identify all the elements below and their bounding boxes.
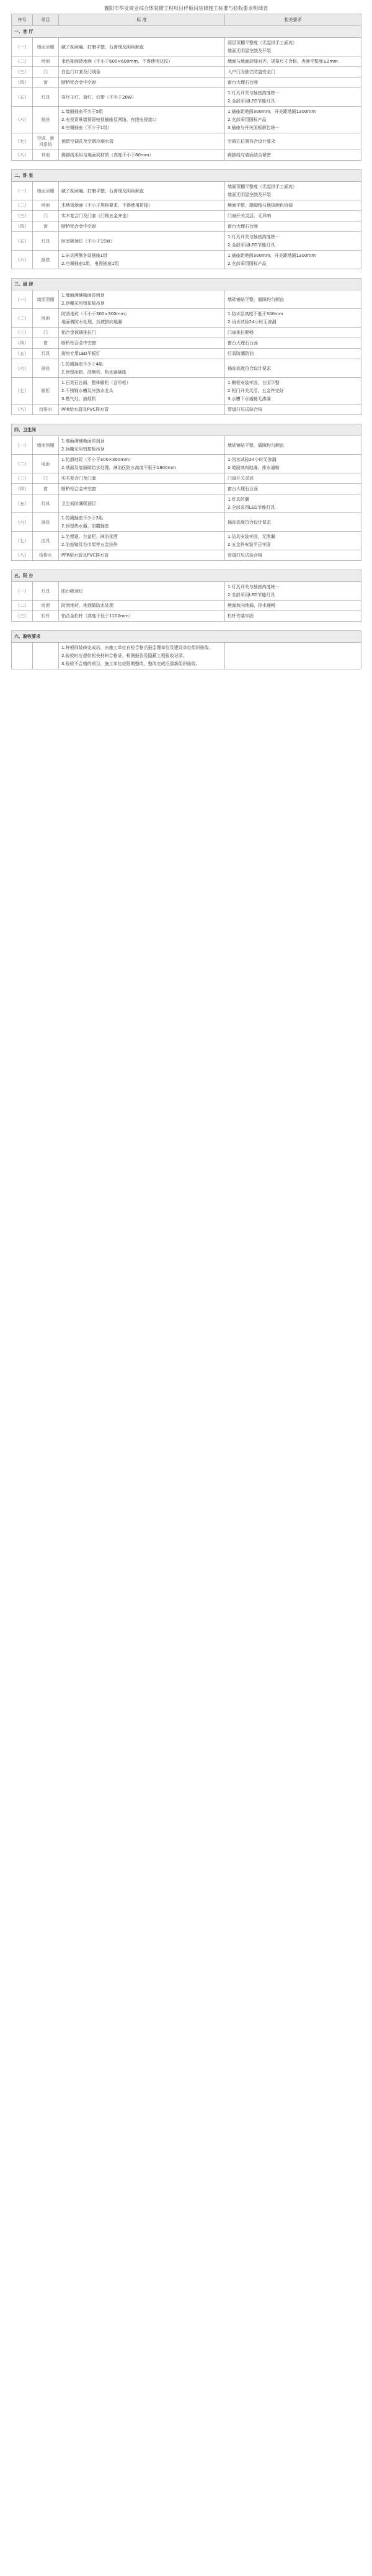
requirement-line: 1.插座距地面300mm，开关距地面1300mm [228,109,316,114]
requirement-line: 1.灯具防潮 [228,497,249,502]
table-row [12,309,361,328]
requirement-line: 1.灯具开关与插座高度统一 [228,91,280,96]
row-standard [59,455,225,473]
row-number: (八) [12,405,33,415]
standard-line: 断桥铝合金中空窗 [61,80,96,85]
requirement-line: 墙面无明显空鼓及开裂 [228,192,271,197]
row-number: (二) [12,56,33,67]
standard-line: 2.电视背景墙预留电视插座及网络、有线电视接口 [61,117,157,122]
row-standard [59,38,225,56]
col-header-standard: 标 准 [59,14,225,26]
row-requirement [225,484,361,494]
standard-line: 地面做防水处理，找坡排向地漏 [61,320,122,324]
row-standard [59,436,225,455]
row-item: 门 [33,473,59,484]
row-item: 插座 [33,107,59,133]
table-row [12,133,361,150]
standard-line: 1.墙面插座不少于5组 [61,109,104,114]
row-number: (七) [12,378,33,405]
section-row [12,279,361,290]
section-title: 五、阳 台 [12,570,361,582]
row-requirement [225,643,361,669]
standard-line: 3.燃气灶、油烟机 [61,396,96,401]
section-row [12,631,361,643]
requirement-line: 2.全部采用LED节能灯具 [228,505,275,510]
requirement-line: 墙砖铺贴平整，缝隙均匀顺直 [228,442,284,448]
standard-line: 2.验收时应提供相关材料合格证、检测报告及隐蔽工程验收记录。 [61,653,187,658]
requirement-line: 门扇开关灵活 [228,476,254,481]
standard-line: 断桥铝合金中空窗 [61,341,96,346]
table-header-row [12,14,361,26]
row-number: (三) [12,473,33,484]
row-item: 灯具 [33,232,59,251]
row-standard [59,150,225,161]
standard-line: PPR给水管及PVC排水管 [61,407,109,412]
table-row [12,107,361,133]
document-title: 襄阳市华发商业综合体装修工程项目样板间装修施工标准与验收要求明细表 [104,6,268,11]
row-item: 墙面顶棚 [33,38,59,56]
row-number: (五) [12,88,33,107]
row-requirement [225,107,361,133]
row-number: (五) [12,232,33,251]
standard-line: 2.预留冰箱、油烟机、热水器插座 [61,370,126,375]
requirement-line: 插座高度符合设计要求 [228,365,271,371]
row-requirement [225,455,361,473]
row-number: (一) [12,38,33,56]
row-number: (五) [12,349,33,359]
row-standard [59,78,225,88]
requirement-line: 1.灯具开关与插座高度统一 [228,584,280,589]
table-row [12,56,361,67]
table-row [12,436,361,455]
standard-line: 2.空调插座1组，电视插座1组 [61,261,119,266]
row-requirement [225,601,361,611]
table-row [12,455,361,473]
requirement-line: 窗台大理石台面 [228,341,258,346]
row-number: (二) [12,455,33,473]
row-standard [59,532,225,550]
requirement-line: 2.全部采用LED节能灯具 [228,593,275,597]
standard-line: 米色釉面砖地面（不小于600×600mm，不得使用花纹） [61,59,173,64]
row-number: (五) [12,494,33,513]
row-requirement [225,550,361,561]
standard-line: 卫生间防潮吸顶灯 [61,501,96,506]
row-number: (六) [12,513,33,532]
row-requirement [225,436,361,455]
section-gap [12,269,361,279]
requirement-line: 2.全部采用LED节能灯具 [228,99,275,104]
row-number: (二) [12,309,33,328]
row-requirement [225,513,361,532]
row-item: 灯具 [33,582,59,601]
standard-line: 3.验收不合格的项目，施工单位应限期整改，整改完成后重新组织验收。 [61,661,200,666]
row-requirement [225,133,361,150]
row-requirement [225,56,361,67]
standard-line: 断桥铝合金中空窗 [61,486,96,491]
row-requirement [225,182,361,200]
requirement-line: 门扇开关灵活，无异响 [228,213,271,218]
row-requirement [225,582,361,601]
row-standard [59,211,225,221]
row-item: 灯具 [33,88,59,107]
row-standard [59,643,225,669]
row-standard [59,378,225,405]
standard-line: 2.顶棚采用铝扣板吊顶 [61,301,105,306]
row-requirement [225,150,361,161]
standard-line: 3.空调插座（不少于1组） [61,125,112,130]
requirement-line: 入户门为独立防盗安全门 [228,69,275,74]
requirement-line: 墙面与地面砖缝对齐，规格尺寸合格，表面平整度±2mm [228,59,338,64]
section-gap [12,622,361,631]
requirement-line: 门扇推拉顺畅 [228,330,254,335]
row-number: (四) [12,338,33,349]
row-item: 窗 [33,338,59,349]
row-item: 洁具 [33,532,59,550]
row-number: (二) [12,601,33,611]
standard-line: 厨房专用LED平板灯 [61,351,100,356]
standard-line: 铝合金栏杆（高度不低于1100mm） [61,614,133,619]
row-requirement [225,251,361,269]
row-requirement [225,232,361,251]
table-row [12,611,361,622]
standard-line: 防滑地砖（不小于300×300mm） [61,311,130,316]
row-requirement [225,38,361,56]
row-standard [59,221,225,232]
requirement-line: 2.全部采用国标产品 [228,261,267,266]
row-requirement [225,494,361,513]
row-item: 门 [33,67,59,78]
standard-line: 1.防溅插座不少于2组 [61,516,104,521]
row-number: (三) [12,611,33,622]
row-standard [59,232,225,251]
standard-line: 腻子刮两遍，打磨平整，石膏线及阴角顺直 [61,188,144,194]
section-row [12,570,361,582]
row-item: 地面 [33,309,59,328]
row-item: 墙面顶棚 [33,182,59,200]
requirement-line: 墙面顶棚平整度（无起拱手工面流） [228,184,297,189]
table-row [12,67,361,78]
table-row [12,484,361,494]
row-number [12,643,33,669]
requirement-line: 地面平整，踢脚线与地板颜色协调 [228,203,293,208]
table-row [12,328,361,338]
requirement-line: 灯具防潮防油 [228,351,254,356]
col-header-requirement: 相关要求 [225,14,361,26]
requirement-line: 1.闭水试验24小时无渗漏 [228,457,277,462]
row-standard [59,550,225,561]
table-row [12,582,361,601]
row-requirement [225,611,361,622]
row-item: 给排水 [33,405,59,415]
row-requirement [225,338,361,349]
row-standard [59,349,225,359]
col-header-item: 项目 [33,14,59,26]
row-standard [59,484,225,494]
requirement-line: 窗台大理石台面 [228,80,258,85]
row-standard [59,601,225,611]
standard-line: 1.坐便器、台盆柜、淋浴花洒 [61,534,118,539]
row-number: (七) [12,532,33,550]
row-standard [59,494,225,513]
section-title: 六、验收要求 [12,631,361,643]
standard-line: 1.墙面满铺釉面砖到顶 [61,439,105,444]
row-number: (六) [12,251,33,269]
table-row [12,473,361,484]
row-requirement [225,349,361,359]
requirement-line: 3.插座与开关面板颜色统一 [228,125,280,130]
row-standard [59,582,225,601]
row-standard [59,405,225,415]
requirement-line: 1.插座距地面300mm，开关距地面1300mm [228,253,316,258]
standard-line: 踢脚线采用与地面同材质（高度不小于80mm） [61,153,154,158]
row-item: 墙面顶棚 [33,436,59,455]
table-row [12,378,361,405]
table-row [12,78,361,88]
requirement-line: 管道打压试验合格 [228,553,262,558]
row-item: 插座 [33,513,59,532]
section-gap [12,161,361,170]
row-item: 窗 [33,484,59,494]
table-row [12,38,361,56]
standard-line: 客厅主灯、筒灯、灯带（不少于20W） [61,94,136,100]
table-row [12,532,361,550]
table-row [12,550,361,561]
row-standard [59,328,225,338]
requirement-line: 2.地面坡向地漏，排水通畅 [228,465,280,470]
row-item: 空调、新风系统 [33,133,59,150]
standard-line: 2.浴室镜及毛巾架等五金挂件 [61,542,118,547]
requirement-line: 空调孔位置符合设计要求 [228,139,275,144]
row-item: 插座 [33,251,59,269]
row-item: 灯具 [33,494,59,513]
requirement-line: 踢脚线与墙面结合紧密 [228,153,271,158]
requirement-line: 1.洁具安装牢固，无渗漏 [228,534,275,539]
requirement-line: 插座高度符合设计要求 [228,519,271,525]
row-requirement [225,309,361,328]
requirement-line: 2.全部采用LED节能灯具 [228,243,275,248]
table-row [12,290,361,309]
row-standard [59,251,225,269]
row-requirement [225,359,361,378]
section-gap [12,415,361,424]
requirement-line: 1.灯具开关与插座高度统一 [228,235,280,239]
standard-line: 1.防滑地砖（不小于300×300mm） [61,457,133,462]
standard-line: 防滑地砖，地面做防水处理 [61,603,113,608]
table-row [12,513,361,532]
row-number: (一) [12,436,33,455]
row-item: 地面 [33,56,59,67]
row-item: 地面 [33,200,59,211]
section-row [12,424,361,436]
row-number: (一) [12,582,33,601]
table-row [12,221,361,232]
section-title: 四、卫生间 [12,424,361,436]
requirement-line: 管道打压试验合格 [228,407,262,412]
row-number: (四) [12,484,33,494]
row-requirement [225,290,361,309]
standard-line: 2.顶棚采用铝扣板吊顶 [61,447,105,452]
requirement-line: 1.防水层高度不低于300mm [228,311,283,316]
row-requirement [225,405,361,415]
row-requirement [225,78,361,88]
row-requirement [225,532,361,550]
row-standard [59,107,225,133]
requirement-line: 地面坡向地漏，排水通畅 [228,603,275,608]
requirement-line: 2.闭水试验24小时无渗漏 [228,320,277,324]
row-standard [59,473,225,484]
row-number: (八) [12,550,33,561]
row-requirement [225,200,361,211]
row-standard [59,359,225,378]
row-item: 橱柜 [33,378,59,405]
row-requirement [225,378,361,405]
standard-line: 卧室吸顶灯（不少于15W） [61,238,115,244]
row-item: 插座 [33,359,59,378]
table-row [12,182,361,200]
row-number: (四) [12,78,33,88]
table-row [12,232,361,251]
requirement-line: 窗台大理石台面 [228,224,258,229]
row-standard [59,133,225,150]
standard-line: 阳台吸顶灯 [61,588,83,594]
table-row [12,88,361,107]
row-number: (三) [12,328,33,338]
row-item: 地面 [33,601,59,611]
row-item: 窗 [33,221,59,232]
standard-line: 白色门口套及门线条 [61,69,100,74]
standard-line: 1.墙面满铺釉面砖到顶 [61,293,105,298]
row-requirement [225,221,361,232]
requirement-line: 3.水槽下水通畅无渗漏 [228,396,271,401]
row-number: (一) [12,290,33,309]
row-number: (一) [12,182,33,200]
row-item: 栏杆 [33,611,59,622]
row-standard [59,309,225,328]
standard-line: 预留空调孔及空调冷凝水管 [61,139,113,144]
table-body [12,26,361,679]
standard-line: 2.不锈钢水槽及冷热水龙头 [61,388,113,393]
requirement-line: 1.橱柜安装牢固，台面平整 [228,380,280,385]
row-item: 地面 [33,455,59,473]
section-title: 一、客 厅 [12,26,361,38]
requirement-line: 墙砖铺贴平整，缝隙均匀顺直 [228,297,284,302]
table-row [12,251,361,269]
table-row [12,494,361,513]
table-row [12,211,361,221]
requirement-line: 墙面无明显空鼓及开裂 [228,48,271,53]
row-standard [59,56,225,67]
standard-line: 实木复合门及门套 [61,476,96,481]
row-requirement [225,211,361,221]
row-standard [59,88,225,107]
row-item: 灯具 [33,349,59,359]
row-requirement [225,67,361,78]
standard-line: 腻子刮两遍，打磨平整，石膏线及阴角顺直 [61,44,144,50]
table-row [12,338,361,349]
row-standard [59,338,225,349]
row-standard [59,290,225,309]
row-standard [59,182,225,200]
row-number: (三) [12,67,33,78]
row-item: 窗 [33,78,59,88]
table-row [12,643,361,669]
standard-line: 断桥铝合金中空窗 [61,224,96,229]
table-row [12,200,361,211]
requirement-line: 栏杆安装牢固 [228,614,254,619]
requirement-line: 面层顶棚平整度（无起拱手工面流） [228,40,297,45]
row-number: (三) [12,211,33,221]
section-title: 三、厨 房 [12,279,361,290]
row-item: 门 [33,211,59,221]
table-row [12,601,361,611]
standard-line: 2.地面及墙面做防水处理，淋浴区防水高度不低于1800mm [61,465,177,470]
requirement-line: 窗台大理石台面 [228,486,258,491]
row-number: (四) [12,221,33,232]
row-number: (六) [12,107,33,133]
row-standard [59,611,225,622]
table-row [12,405,361,415]
section-gap [12,561,361,570]
standard-line: 1.样板间装修完成后，由施工单位自检合格后报监理单位及建设单位组织验收。 [61,645,213,650]
row-standard [59,513,225,532]
section-row [12,26,361,38]
standard-line: 木地板地面（不小于规格要求，不得使用拼接） [61,203,153,208]
row-requirement [225,473,361,484]
row-item [33,643,59,669]
requirement-line: 2.五金件安装平正牢固 [228,542,271,547]
table-row [12,349,361,359]
row-item: 给排水 [33,550,59,561]
row-requirement [225,88,361,107]
row-requirement [225,328,361,338]
table-row [12,150,361,161]
spec-table [11,14,361,678]
row-standard [59,67,225,78]
section-row [12,170,361,182]
standard-line: 铝合金玻璃推拉门 [61,330,96,335]
standard-line: 2.预留热水器、浴霸插座 [61,524,109,529]
row-number: (七) [12,133,33,150]
row-number: (六) [12,359,33,378]
row-item: 门 [33,328,59,338]
row-item: 其他 [33,150,59,161]
standard-line: 实木复合门及门套（门锁五金齐全） [61,213,131,218]
section-gap [12,669,361,679]
row-number: (八) [12,150,33,161]
col-header-no: 序号 [12,14,33,26]
standard-line: PPR给水管及PVC排水管 [61,553,109,558]
row-item: 墙面顶棚 [33,290,59,309]
requirement-line: 2.柜门开关灵活，五金件完好 [228,388,284,393]
standard-line: 1.防溅插座不少于4组 [61,362,104,367]
row-number: (二) [12,200,33,211]
standard-line: 1.石英石台面，整体橱柜（含吊柜） [61,380,131,385]
section-title: 二、卧 室 [12,170,361,182]
table-row [12,359,361,378]
requirement-line: 2.全部采用国标产品 [228,117,267,122]
row-standard [59,200,225,211]
standard-line: 1.床头两侧各设插座1组 [61,253,108,258]
